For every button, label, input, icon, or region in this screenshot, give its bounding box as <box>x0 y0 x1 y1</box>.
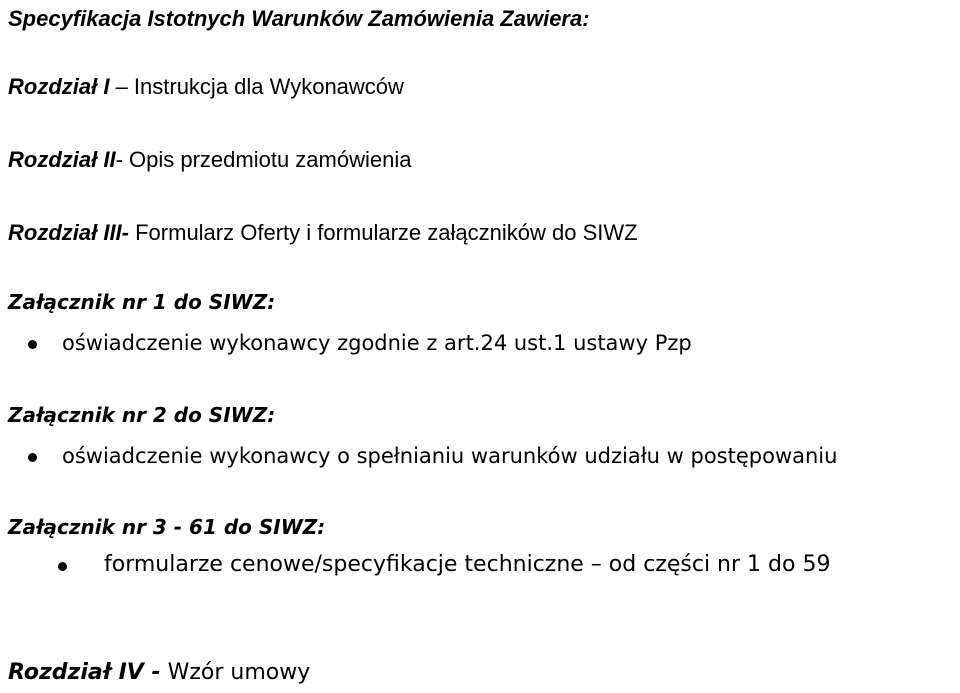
attachment-2-item: oświadczenie wykonawcy o spełnianiu warunków udziału w postępowaniu <box>62 444 838 468</box>
chapter-4-label: Rozdział IV - <box>8 660 161 685</box>
chapter-2-label: Rozdział II <box>8 147 116 172</box>
bullet-icon <box>58 562 67 571</box>
chapter-4-text: Wzór umowy <box>160 660 311 685</box>
attachment-3-title: Załącznik nr 3 - 61 do SIWZ: <box>8 515 326 539</box>
chapter-3-label: Rozdział III- <box>8 220 129 245</box>
chapter-2 <box>8 149 411 171</box>
attachment-1-item: oświadczenie wykonawcy zgodnie z art.24 ust.1 ustawy Pzp <box>62 331 692 355</box>
chapter-3 <box>8 222 638 244</box>
chapter-1-label: Rozdział I <box>8 74 110 99</box>
chapter-3-text: Formularz Oferty i formularze załączników do SIWZ <box>129 220 638 245</box>
bullet-icon <box>28 340 37 349</box>
chapter-4 <box>8 662 310 684</box>
bullet-icon <box>28 453 37 462</box>
attachment-3-item: formularze cenowe/specyfikacje techniczne – od części nr 1 do 59 <box>104 552 831 577</box>
attachment-2-title: Załącznik nr 2 do SIWZ: <box>8 403 276 427</box>
chapter-1-text: – Instrukcja dla Wykonawców <box>109 74 404 99</box>
chapter-2-text: - Opis przedmiotu zamówienia <box>115 147 412 172</box>
attachment-1-title: Załącznik nr 1 do SIWZ: <box>8 290 276 314</box>
chapter-1 <box>8 76 404 98</box>
document-heading: Specyfikacja Istotnych Warunków Zamówienia Zawiera: <box>8 6 590 31</box>
